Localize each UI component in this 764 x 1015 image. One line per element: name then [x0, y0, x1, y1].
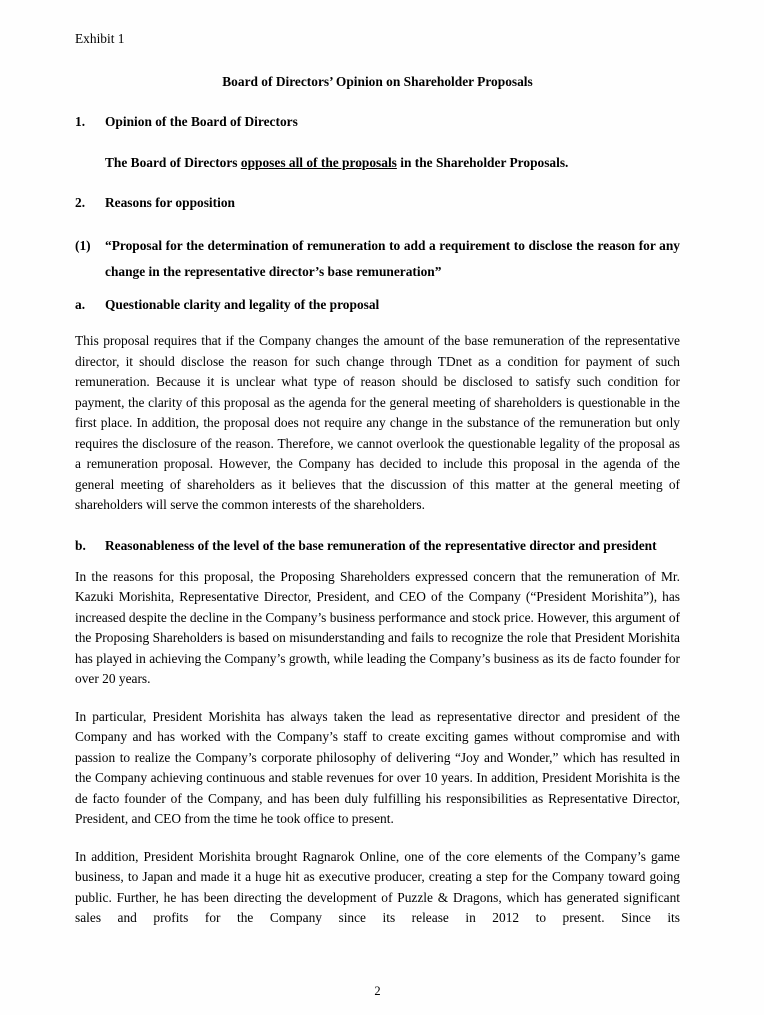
heading-sub-a — [75, 295, 680, 316]
heading-number: (1) — [75, 237, 91, 253]
heading-proposal-1 — [75, 233, 680, 285]
heading-number: a. — [75, 296, 86, 312]
heading-text: Reasons for opposition — [105, 195, 235, 210]
heading-reasons-for-opposition — [75, 193, 680, 214]
heading-number: 1. — [75, 114, 86, 129]
heading-text: Questionable clarity and legality of the proposal — [105, 296, 380, 312]
paragraph-proposal-clarity: This proposal requires that if the Company changes the amount of the base remuneration of the representative director, it should disclose the reason for such change through TDnet as a condition for payment of such remuneration. Because it is unclear what type of reason should be disclosed to satisfy such condition for payment, the clarity of this proposal as the agenda for the general meeting of shareholders is questionable in the first place. In addition, the proposal does not require any change in the substance of the remuneration but only requires the disclosure of the reason. Therefore, we cannot overlook the questionable legality of the proposal as a remuneration proposal. However, the Company has decided to include this proposal in the agenda of the general meeting of shareholders as it believes that the discussion of this matter at the general meeting of shareholders will serve the common interests of the shareholders. — [75, 333, 680, 512]
document-content — [75, 29, 680, 929]
opinion-statement-lead: The Board of Directors — [105, 154, 241, 170]
exhibit-label: Exhibit 1 — [75, 31, 125, 46]
page-number: 2 — [374, 984, 381, 998]
heading-number: 2. — [75, 195, 86, 210]
document-title: Board of Directors’ Opinion on Shareholder Proposals — [222, 73, 533, 89]
heading-text: Opinion of the Board of Directors — [105, 114, 298, 129]
heading-opinion-of-board — [75, 112, 680, 133]
opinion-statement-tail: in the Shareholder Proposals. — [396, 154, 569, 170]
paragraph-ragnarok-puzzle-dragons: In addition, President Morishita brought Ragnarok Online, one of the core elements of the Company’s game business, to Japan and made it a huge hit as executive producer, creating a step for the Company toward going public. Further, he has been directing the development of Puzzle & Dragons, which has generated significant sales and profits for the Company since its release in 2012 to present. Since its — [75, 848, 680, 925]
opinion-statement — [75, 153, 680, 174]
heading-text: “Proposal for the determination of remuneration to add a requirement to disclose the reason for any change in the representative director’s base remuneration” — [105, 237, 680, 279]
heading-text: Reasonableness of the level of the base remuneration of the representative director and president — [105, 537, 657, 553]
paragraph-morishita-leadership: In particular, President Morishita has always taken the lead as representative director and president of the Company and has worked with the Company’s staff to create exciting games without compromise and with passion to realize the Company’s corporate philosophy of delivering “Joy and Wonder,” which has resulted in the Company achieving continuous and stable revenues for over 10 years. In addition, President Morishita is the de facto founder of the Company, and has been duly fulfilling his responsibilities as Representative Director, President, and CEO from the time he took office to present. — [75, 708, 680, 826]
heading-sub-b — [75, 533, 680, 559]
heading-number: b. — [75, 537, 86, 553]
opinion-statement-underlined: opposes all of the proposals — [240, 154, 397, 170]
paragraph-remuneration-concern: In the reasons for this proposal, the Proposing Shareholders expressed concern that the remuneration of Mr. Kazuki Morishita, Representative Director, President, and CEO of the Company (“President Morishita”), has increased despite the decline in the Company’s business performance and stock price. However, this argument of the Proposing Shareholders is based on misunderstanding and fails to recognize the role that President Morishita has played in achieving the Company’s growth, while leading the Company’s business as its de facto founder for over 20 years. — [75, 568, 680, 686]
